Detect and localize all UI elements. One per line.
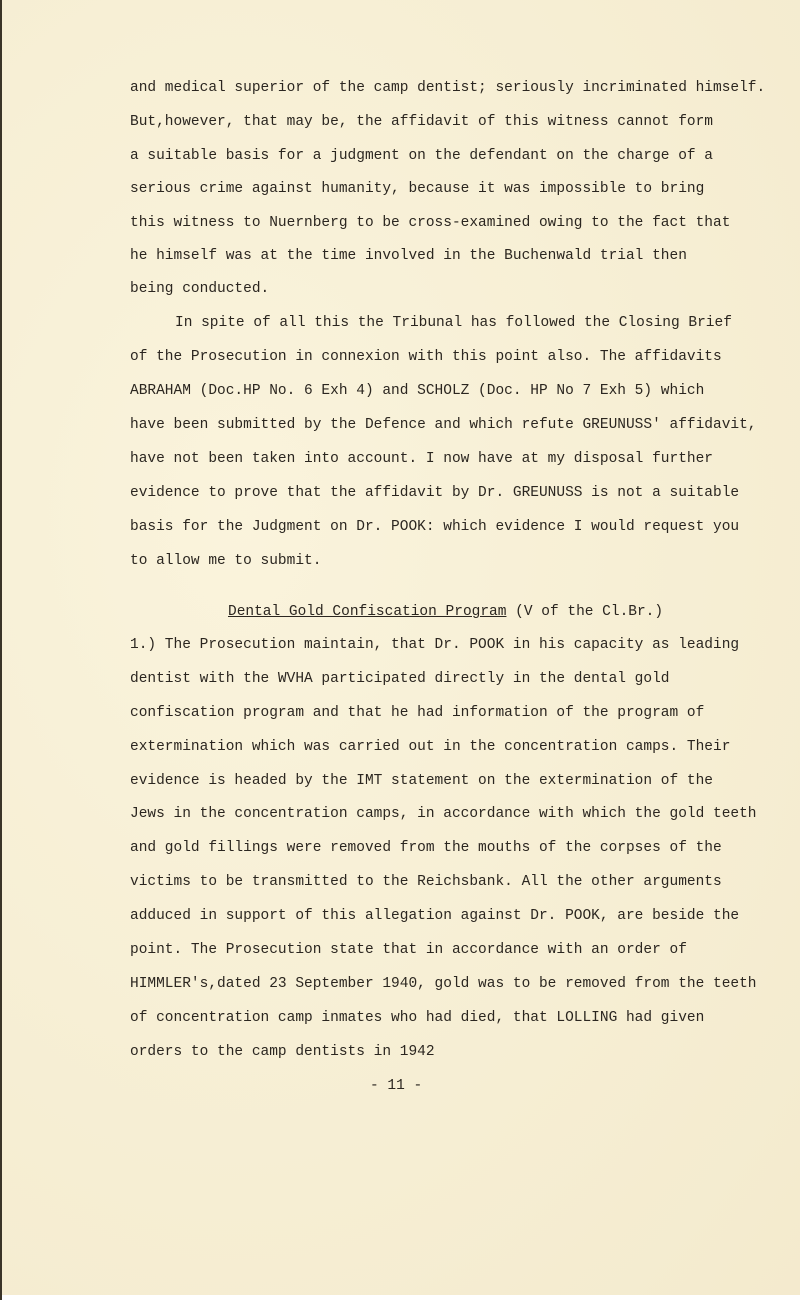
- text-line: HIMMLER's,dated 23 September 1940, gold was to be removed from the teeth: [130, 976, 757, 992]
- text-line: dentist with the WVHA participated directly in the dental gold: [130, 671, 670, 687]
- text-line: and medical superior of the camp dentist; seriously incriminated himself.: [130, 80, 766, 96]
- section-heading-title: Dental Gold Confiscation Program: [228, 604, 507, 620]
- text-line: basis for the Judgment on Dr. POOK: which evidence I would request you: [130, 519, 740, 535]
- text-line: have been submitted by the Defence and which refute GREUNUSS' affidavit,: [130, 417, 757, 433]
- page-number: - 11 -: [370, 1078, 423, 1094]
- section-heading-ref: (V of the Cl.Br.): [506, 604, 664, 620]
- text-line: victims to be transmitted to the Reichsbank. All the other arguments: [130, 874, 722, 890]
- text-line: have not been taken into account. I now have at my disposal further: [130, 451, 713, 467]
- text-line: ABRAHAM (Doc.HP No. 6 Exh 4) and SCHOLZ (Doc. HP No 7 Exh 5) which: [130, 383, 705, 399]
- text-line: being conducted.: [130, 281, 270, 297]
- text-line: a suitable basis for a judgment on the defendant on the charge of a: [130, 148, 713, 164]
- text-line: adduced in support of this allegation against Dr. POOK, are beside the: [130, 908, 740, 924]
- text-line: evidence to prove that the affidavit by Dr. GREUNUSS is not a suitable: [130, 485, 740, 501]
- text-line: serious crime against humanity, because it was impossible to bring: [130, 181, 705, 197]
- text-line: But,however, that may be, the affidavit of this witness cannot form: [130, 114, 713, 130]
- text-line: this witness to Nuernberg to be cross-examined owing to the fact that: [130, 215, 731, 231]
- text-line: he himself was at the time involved in the Buchenwald trial then: [130, 248, 687, 264]
- text-line: of the Prosecution in connexion with this point also. The affidavits: [130, 349, 722, 365]
- text-line: of concentration camp inmates who had died, that LOLLING had given: [130, 1010, 705, 1026]
- text-line: extermination which was carried out in the concentration camps. Their: [130, 739, 731, 755]
- text-line: to allow me to submit.: [130, 553, 322, 569]
- text-line: orders to the camp dentists in 1942: [130, 1044, 435, 1060]
- page-edge: [0, 0, 2, 1300]
- text-line: evidence is headed by the IMT statement on the extermination of the: [130, 773, 713, 789]
- text-line: and gold fillings were removed from the mouths of the corpses of the: [130, 840, 722, 856]
- text-line: 1.) The Prosecution maintain, that Dr. POOK in his capacity as leading: [130, 637, 740, 653]
- text-line: point. The Prosecution state that in accordance with an order of: [130, 942, 687, 958]
- text-line: Jews in the concentration camps, in accordance with which the gold teeth: [130, 806, 757, 822]
- text-line: In spite of all this the Tribunal has followed the Closing Brief: [175, 315, 732, 331]
- section-heading: [228, 604, 663, 620]
- text-line: confiscation program and that he had information of the program of: [130, 705, 705, 721]
